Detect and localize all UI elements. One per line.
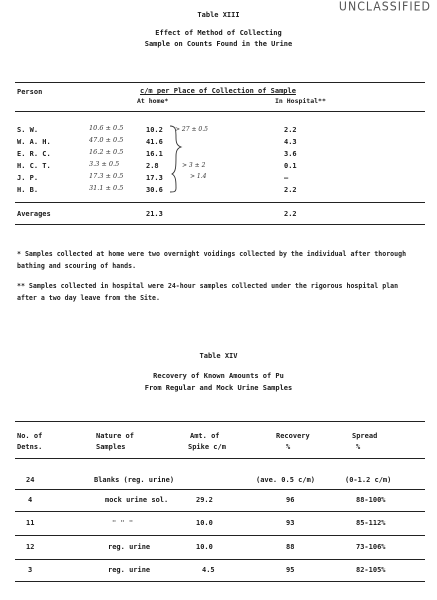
bracket-note: > 27 ± 0.5 xyxy=(175,126,208,133)
spread-cell: 82-105% xyxy=(356,566,386,574)
home-value: 17.3 xyxy=(146,174,163,182)
table-13-label: Table XIII xyxy=(197,11,240,19)
nature-cell: mock urine sol. xyxy=(105,496,169,504)
header-spread-line1: Spread xyxy=(352,432,378,440)
person-cell: H. C. T. xyxy=(17,162,51,170)
footnote-hospital: ** Samples collected in hospital were 24-hour samples collected under the rigorous hospital plan after a two day leave from the Site. xyxy=(17,282,399,302)
handwritten-note: 3.3 ± 0.5 xyxy=(89,160,120,168)
table-13-header-hospital: In Hospital** xyxy=(275,97,326,105)
hospital-value: 4.3 xyxy=(284,138,297,146)
header-spike-line1: Amt. of xyxy=(190,432,220,440)
header-detns-line1: No. of xyxy=(17,432,43,440)
spike-cell: 10.0 xyxy=(196,543,213,551)
recovery-cell: 88 xyxy=(286,543,295,551)
header-recovery-line2: % xyxy=(286,443,291,451)
header-nature-line2: Samples xyxy=(96,443,126,451)
table-13-title-line1: Effect of Method of Collecting xyxy=(155,29,282,37)
hospital-value: 2.2 xyxy=(284,126,297,134)
handwritten-note: 16.2 ± 0.5 xyxy=(89,148,124,156)
hospital-value: 0.1 xyxy=(284,162,297,170)
average-hospital: 2.2 xyxy=(284,210,297,218)
handwritten-note: 17.3 ± 0.5 xyxy=(89,172,124,180)
table-13-avg-rule xyxy=(15,202,425,203)
table-14-top-rule xyxy=(15,421,425,422)
home-value: 10.2 xyxy=(146,126,163,134)
table-13-bottom-rule xyxy=(15,224,425,225)
row-divider xyxy=(15,581,425,582)
home-value: 16.1 xyxy=(146,150,163,158)
recovery-cell: 96 xyxy=(286,496,295,504)
detns-cell: 4 xyxy=(28,496,33,504)
table-14-header-rule xyxy=(15,458,425,459)
table-14-title-line1: Recovery of Known Amounts of Pu xyxy=(153,372,284,380)
handwritten-note: 31.1 ± 0.5 xyxy=(89,184,124,192)
footnote-home: * Samples collected at home were two overnight voidings collected by the individual after thorough bathing and scouring of hands. xyxy=(17,250,407,270)
detns-cell: 3 xyxy=(28,566,33,574)
hospital-value: — xyxy=(284,174,289,182)
spread-cell: 88-100% xyxy=(356,496,386,504)
spread-cell: (0-1.2 c/m) xyxy=(345,476,392,484)
spike-cell: 4.5 xyxy=(202,566,215,574)
hospital-value: 3.6 xyxy=(284,150,297,158)
header-spike-line2: Spike c/m xyxy=(188,443,226,451)
nature-cell: " " " xyxy=(112,519,134,527)
classification-stamp: UNCLASSIFIED xyxy=(338,0,431,14)
table-13-header-group: c/m per Place of Collection of Sample xyxy=(140,87,296,95)
spike-cell: 10.0 xyxy=(196,519,213,527)
averages-label: Averages xyxy=(17,210,51,218)
row-divider xyxy=(15,511,425,512)
spike-cell: 29.2 xyxy=(196,496,213,504)
nature-cell: reg. urine xyxy=(108,566,151,574)
detns-cell: 11 xyxy=(26,519,35,527)
person-cell: E. R. C. xyxy=(17,150,51,158)
row-divider xyxy=(15,559,425,560)
table-13-header-rule xyxy=(15,111,425,112)
recovery-cell: 93 xyxy=(286,519,295,527)
handwritten-note: 47.0 ± 0.5 xyxy=(89,136,124,144)
table-14-label: Table XIV xyxy=(199,352,238,360)
spread-cell: 73-106% xyxy=(356,543,386,551)
table-14-title-line2: From Regular and Mock Urine Samples xyxy=(144,384,293,392)
hospital-value: 2.2 xyxy=(284,186,297,194)
header-nature-line1: Nature of xyxy=(96,432,134,440)
row-divider xyxy=(15,535,425,536)
table-13-title-line2: Sample on Counts Found in the Urine xyxy=(144,40,293,48)
nature-cell: reg. urine xyxy=(108,543,151,551)
spread-cell: 85-112% xyxy=(356,519,386,527)
table-13-header-home: At home* xyxy=(137,97,169,105)
table-13-top-rule xyxy=(15,82,425,83)
header-detns-line2: Detns. xyxy=(17,443,43,451)
recovery-cell: (ave. 0.5 c/m) xyxy=(256,476,316,484)
home-value: 41.6 xyxy=(146,138,163,146)
person-cell: J. P. xyxy=(17,174,39,182)
home-value: 30.6 xyxy=(146,186,163,194)
bracket-note: > 1.4 xyxy=(190,173,207,180)
detns-cell: 12 xyxy=(26,543,35,551)
row-divider xyxy=(15,489,425,490)
table-13-header-person: Person xyxy=(17,88,43,96)
nature-cell: Blanks (reg. urine) xyxy=(94,476,175,484)
recovery-cell: 95 xyxy=(286,566,295,574)
person-cell: W. A. H. xyxy=(17,138,51,146)
header-recovery-line1: Recovery xyxy=(276,432,310,440)
bracket-note: > 3 ± 2 xyxy=(182,162,206,169)
detns-cell: 24 xyxy=(26,476,35,484)
person-cell: S. W. xyxy=(17,126,39,134)
average-home: 21.3 xyxy=(146,210,163,218)
handwritten-note: 10.6 ± 0.5 xyxy=(89,124,124,132)
home-value: 2.8 xyxy=(146,162,159,170)
person-cell: H. B. xyxy=(17,186,39,194)
header-spread-line2: % xyxy=(356,443,361,451)
